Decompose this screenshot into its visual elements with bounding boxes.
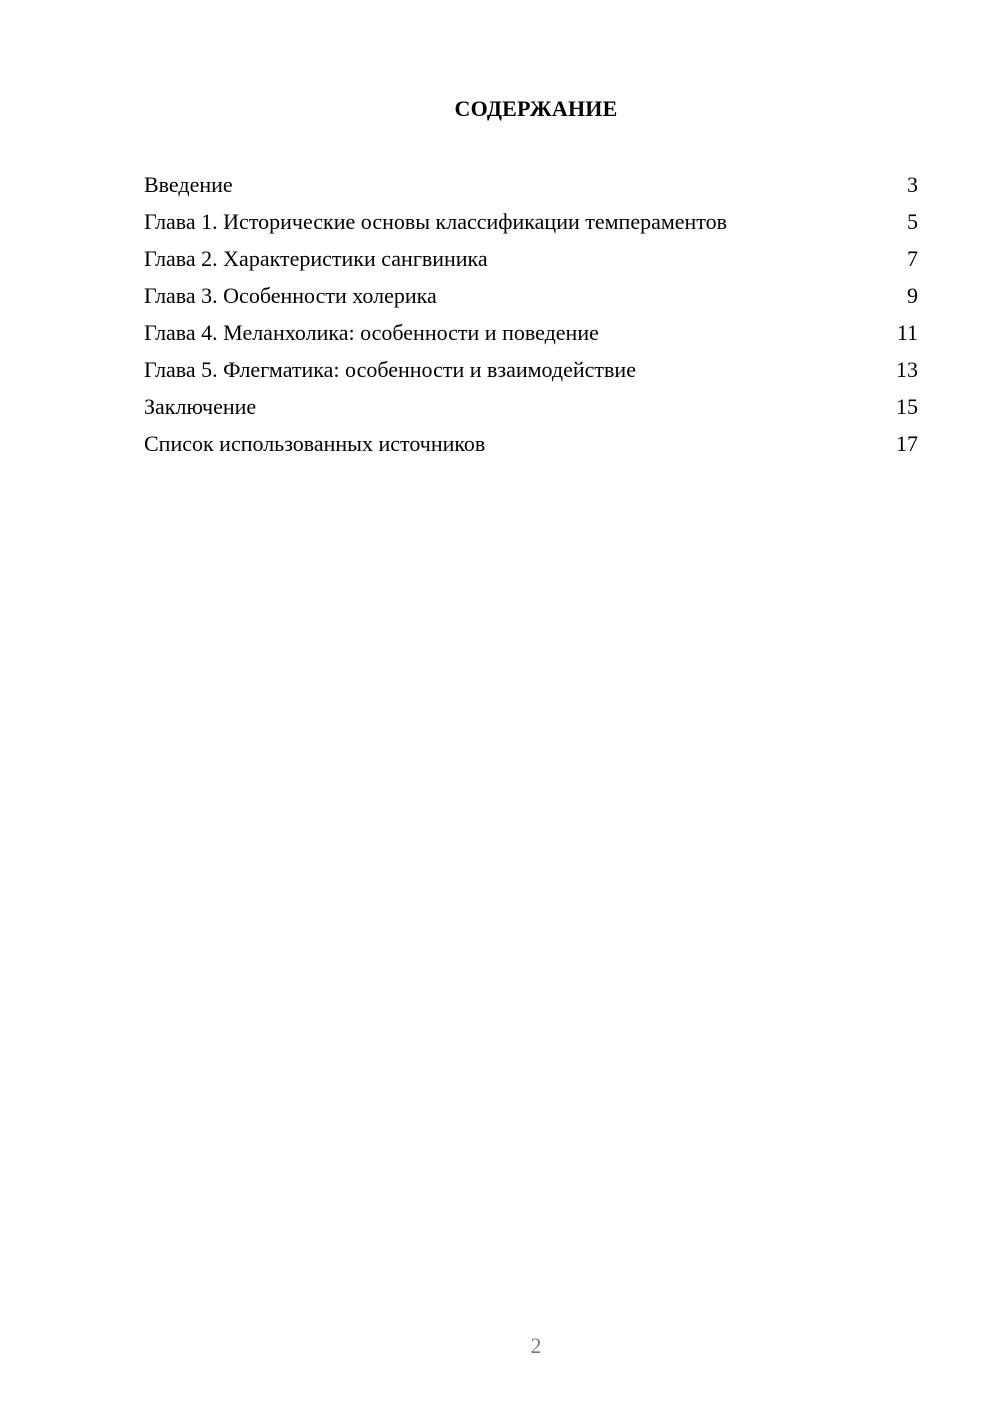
toc-entry-page: 7 <box>907 246 918 271</box>
toc-entry-page: 11 <box>896 320 918 345</box>
toc-entry-chapter-5 <box>144 355 918 392</box>
table-of-contents <box>144 170 918 466</box>
toc-entry-introduction <box>144 170 918 207</box>
toc-entry-conclusion <box>144 392 918 429</box>
toc-entry-title: Список использованных источников <box>144 431 486 456</box>
toc-entry-chapter-3 <box>144 281 918 318</box>
toc-entry-page: 3 <box>907 172 918 197</box>
toc-entry-page: 15 <box>896 394 918 419</box>
toc-entry-title: Глава 4. Меланхолика: особенности и поведение <box>144 320 599 345</box>
toc-entry-chapter-2 <box>144 244 918 281</box>
toc-entry-chapter-4 <box>144 318 918 355</box>
page-title: СОДЕРЖАНИЕ <box>454 96 618 121</box>
toc-entry-title: Заключение <box>144 394 257 419</box>
toc-entry-page: 5 <box>907 209 918 234</box>
toc-entry-title: Глава 1. Исторические основы классификации темпераментов <box>144 209 728 234</box>
toc-entry-title: Глава 2. Характеристики сангвиника <box>144 246 488 271</box>
toc-entry-title: Введение <box>144 172 233 197</box>
toc-entry-references <box>144 429 918 466</box>
page-number: 2 <box>530 1333 542 1358</box>
toc-entry-page: 17 <box>896 431 918 456</box>
toc-entry-page: 9 <box>907 283 918 308</box>
toc-entry-page: 13 <box>896 357 918 382</box>
toc-entry-chapter-1 <box>144 207 918 244</box>
toc-entry-title: Глава 5. Флегматика: особенности и взаимодействие <box>144 357 636 382</box>
toc-entry-title: Глава 3. Особенности холерика <box>144 283 437 308</box>
